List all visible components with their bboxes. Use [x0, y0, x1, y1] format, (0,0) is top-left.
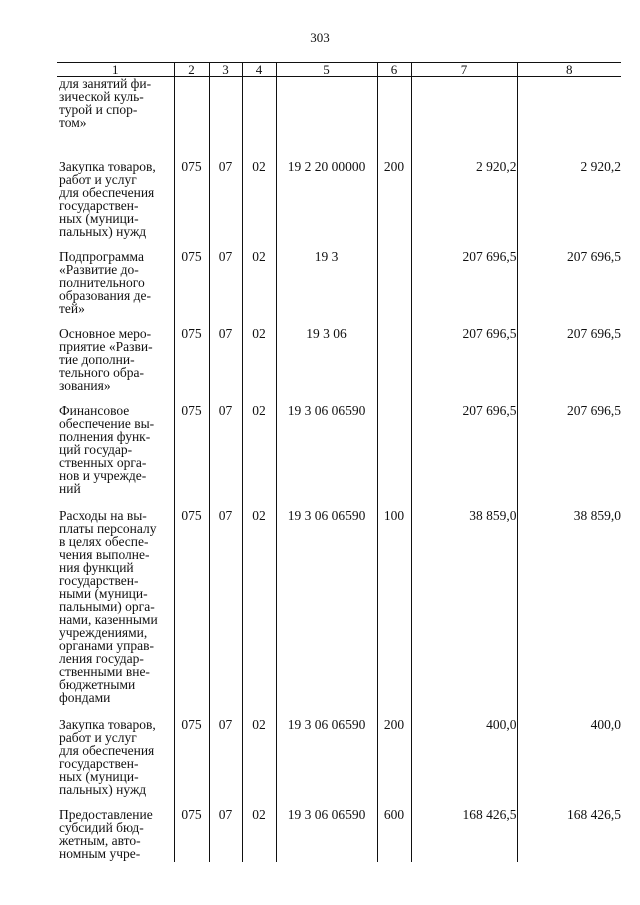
section-code-cell: 07 [209, 250, 242, 327]
ministry-code-cell: 075 [174, 250, 209, 327]
ministry-code-cell: 075 [174, 160, 209, 250]
table-row [57, 718, 621, 808]
ministry-code-cell: 075 [174, 404, 209, 509]
column-header: 4 [242, 63, 276, 77]
subsection-code-cell: 02 [242, 808, 276, 862]
expense-type-cell [377, 77, 411, 160]
ministry-code-cell: 075 [174, 718, 209, 808]
section-code-cell: 07 [209, 327, 242, 404]
section-code-cell: 07 [209, 509, 242, 718]
page-number: 303 [310, 30, 330, 45]
subsection-code-cell: 02 [242, 160, 276, 250]
ministry-code-cell: 075 [174, 808, 209, 862]
column-header: 6 [377, 63, 411, 77]
expense-name-cell: Предоставление субсидий бюд- жетным, авто- номным учре- [59, 806, 153, 861]
amount-cell: 400,0 [411, 718, 517, 808]
amount-cell: 207 696,5 [411, 327, 517, 404]
expense-type-cell: 200 [377, 160, 411, 250]
expense-name-cell: для занятий фи- зической куль- турой и спор- том» [59, 76, 152, 130]
expense-type-cell: 600 [377, 808, 411, 862]
column-header: 8 [517, 63, 621, 77]
target-article-cell: 19 3 06 06590 [276, 808, 377, 862]
table-row [57, 250, 621, 327]
amount-cell: 168 426,5 [411, 808, 517, 862]
target-article-cell: 19 3 06 06590 [276, 718, 377, 808]
table-row [57, 404, 621, 509]
ministry-code-cell: 075 [174, 327, 209, 404]
expense-type-cell: 200 [377, 718, 411, 808]
subsection-code-cell: 02 [242, 250, 276, 327]
expense-type-cell [377, 250, 411, 327]
amount-cell: 168 426,5 [517, 808, 621, 862]
subsection-code-cell: 02 [242, 404, 276, 509]
expense-type-cell [377, 404, 411, 509]
target-article-cell: 19 3 06 [276, 327, 377, 404]
target-article-cell [276, 77, 377, 160]
expense-name-cell: Подпрограмма «Развитие до- полнительного образования де- тей» [59, 248, 151, 316]
table-row [57, 77, 621, 160]
subsection-code-cell: 02 [242, 718, 276, 808]
amount-cell: 207 696,5 [411, 250, 517, 327]
column-header: 7 [411, 63, 517, 77]
table-row [57, 327, 621, 404]
amount-cell: 207 696,5 [517, 327, 621, 404]
amount-cell: 207 696,5 [517, 250, 621, 327]
expense-name-cell: Закупка товаров, работ и услуг для обеспечения государствен- ных (муници- пальных) нужд [59, 158, 156, 239]
ministry-code-cell [174, 77, 209, 160]
section-code-cell: 07 [209, 718, 242, 808]
expense-name-cell: Финансовое обеспечение вы- полнения функ- ций государ- ственных орга- нов и учрежде- ний [59, 402, 155, 496]
subsection-code-cell: 02 [242, 327, 276, 404]
subsection-code-cell [242, 77, 276, 160]
table-row [57, 509, 621, 718]
target-article-cell: 19 3 06 06590 [276, 509, 377, 718]
amount-cell: 38 859,0 [517, 509, 621, 718]
amount-cell: 207 696,5 [411, 404, 517, 509]
budget-table [57, 62, 621, 862]
amount-cell [411, 77, 517, 160]
target-article-cell: 19 3 [276, 250, 377, 327]
column-header: 5 [276, 63, 377, 77]
target-article-cell: 19 2 20 00000 [276, 160, 377, 250]
expense-name-cell: Основное меро- приятие «Разви- тие дополни- тельного обра- зования» [59, 325, 153, 393]
section-code-cell [209, 77, 242, 160]
section-code-cell: 07 [209, 404, 242, 509]
amount-cell: 2 920,2 [517, 160, 621, 250]
column-header: 3 [209, 63, 242, 77]
table-row [57, 160, 621, 250]
column-header: 2 [174, 63, 209, 77]
ministry-code-cell: 075 [174, 509, 209, 718]
amount-cell: 400,0 [517, 718, 621, 808]
amount-cell: 38 859,0 [411, 509, 517, 718]
section-code-cell: 07 [209, 160, 242, 250]
section-code-cell: 07 [209, 808, 242, 862]
target-article-cell: 19 3 06 06590 [276, 404, 377, 509]
amount-cell: 207 696,5 [517, 404, 621, 509]
table-row [57, 808, 621, 862]
amount-cell: 2 920,2 [411, 160, 517, 250]
expense-name-cell: Закупка товаров, работ и услуг для обеспечения государствен- ных (муници- пальных) нужд [59, 716, 156, 797]
expense-type-cell [377, 327, 411, 404]
column-header: 1 [57, 63, 174, 77]
expense-type-cell: 100 [377, 509, 411, 718]
table-header-row [57, 63, 621, 77]
expense-name-cell: Расходы на вы- платы персоналу в целях обеспе- чения выполне- ния функций государствен- ными (муници- пальными) орга- нами, казенными учреждениями, органами управ- ления государ- ственными вне- бюджетными фондами [59, 507, 158, 705]
subsection-code-cell: 02 [242, 509, 276, 718]
amount-cell [517, 77, 621, 160]
